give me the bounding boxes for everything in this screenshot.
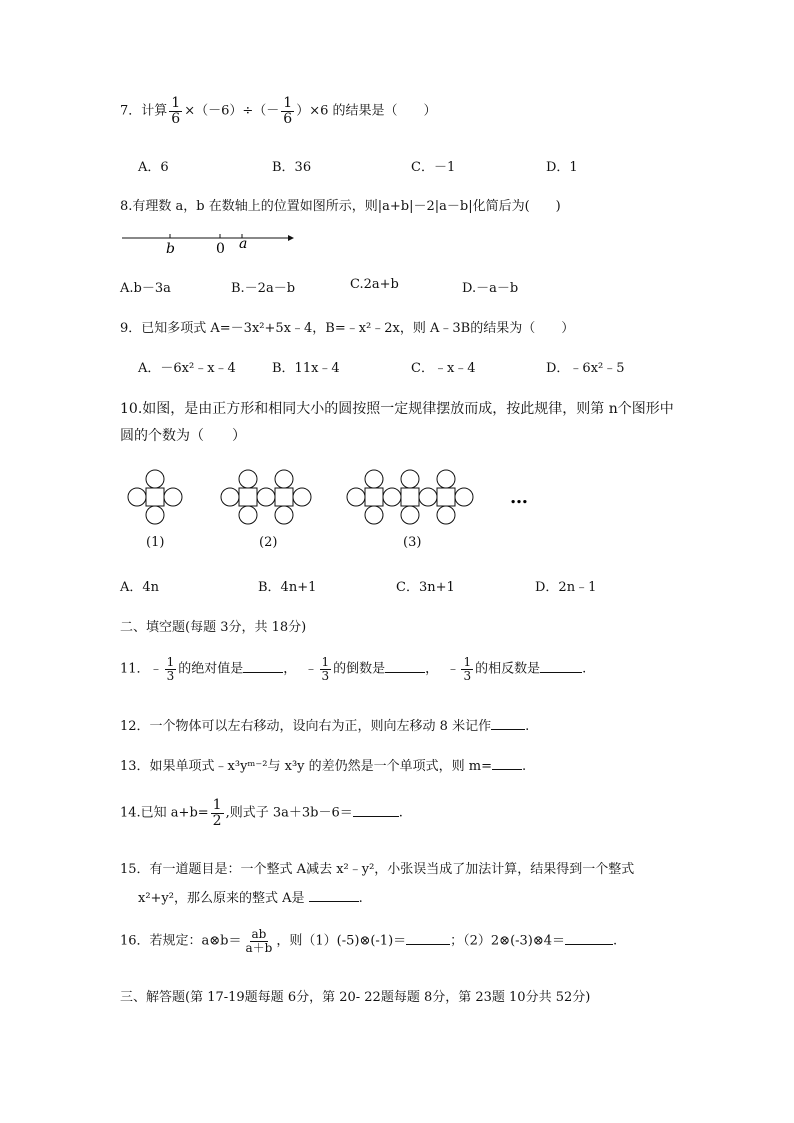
label-zero: 0 [216, 241, 225, 256]
q10-figures [118, 462, 538, 532]
figure-1-caption: (1) [146, 535, 165, 550]
figure-ellipsis: … [510, 487, 528, 508]
figure-1-circle [164, 488, 182, 506]
q7-suffix: ）×6 的结果是（ ） [296, 103, 437, 119]
figure-1-circle [146, 506, 164, 524]
q11-fraction-3: $\frac{1}{3}$ [463, 655, 472, 683]
q14-fraction: $\frac{1}{2}$ [212, 797, 222, 829]
label-a: a [239, 236, 248, 252]
figure-2-circle [275, 470, 293, 488]
q13-stem: 13．如果单项式﹣x³yᵐ⁻²与 x³y 的差仍然是一个单项式，则 m= . [120, 759, 527, 774]
q11-blank-1[interactable] [243, 660, 283, 673]
q16-stem: 16．若规定：a⊗b＝ $\frac{ab}{a+b}$ ，则（1）(-5)⊗(-1)＝ ；（2）2⊗(-3)⊗4＝ . [120, 927, 618, 955]
q15-stem-line2: x²+y²，那么原来的整式 A是 . [138, 891, 363, 906]
q9-option-b: B．11x﹣4 [272, 361, 340, 376]
figure-3-circle [401, 470, 419, 488]
q14-blank[interactable] [353, 804, 399, 817]
figure-3-circle [365, 506, 383, 524]
q10-option-a: A．4n [120, 580, 160, 595]
q10-stem-line1: 10.如图，是由正方形和相同大小的圆按照一定规律摆放而成，按此规律，则第 n个图形中 [120, 401, 674, 417]
q7-prefix: 计算 [141, 103, 168, 119]
section-2-title: 二、填空题(每题 3分，共 18分) [120, 620, 307, 635]
q7-option-d: D．1 [546, 160, 578, 175]
figure-2-circle [257, 488, 275, 506]
figure-2-circle [221, 488, 239, 506]
q12-stem: 12．一个物体可以左右移动，设向右为正，则向左移动 8 米记作 . [120, 719, 530, 734]
q11-stem: 11．﹣ $\frac{1}{3}$ 的绝对值是 ， ﹣ $\frac{1}{3}$ 的倒数是 ， ﹣ $\frac{1}{3}$ 的相反数是 . [120, 655, 587, 683]
q10-stem-line2: 圆的个数为（ ） [120, 428, 246, 444]
q7-option-c: C．－1 [411, 160, 456, 175]
figure-2-caption: (2) [259, 535, 278, 550]
q7-option-b: B．36 [272, 160, 312, 175]
figure-1 [128, 470, 182, 524]
figure-3-circle [347, 488, 365, 506]
label-b: b [166, 241, 175, 256]
q11-fraction-1: $\frac{1}{3}$ [166, 655, 175, 683]
q8-option-a: A.b－3a [120, 281, 171, 296]
figure-2-square [239, 488, 257, 506]
figure-2-circle [275, 506, 293, 524]
q15-stem-line1: 15．有一道题目是：一个整式 A减去 x²﹣y²，小张误当成了加法计算，结果得到一个整式 [120, 862, 635, 877]
q8-option-d: D.－a－b [462, 281, 519, 296]
q8-option-b: B.－2a－b [231, 281, 296, 296]
q7-option-a: A．6 [138, 160, 169, 175]
figure-2-circle [293, 488, 311, 506]
q8-number-line [118, 226, 298, 256]
q10-option-c: C．3n+1 [396, 580, 455, 595]
figure-3-circle [419, 488, 437, 506]
figure-2-circle [239, 506, 257, 524]
q12-blank[interactable] [491, 717, 525, 730]
figure-3-circle [437, 506, 455, 524]
q13-blank[interactable] [492, 757, 522, 770]
q7-number: 7． [120, 103, 142, 119]
q9-option-c: C．﹣x﹣4 [411, 361, 476, 376]
q7-fraction-1: $\frac{1}{6}$ [171, 95, 181, 127]
q7-middle: ×（－6）÷（－ [184, 103, 280, 119]
q16-fraction: $\frac{ab}{a+b}$ [245, 927, 273, 955]
q11-blank-2[interactable] [385, 660, 425, 673]
q15-blank[interactable] [309, 889, 359, 902]
q16-blank-1[interactable] [406, 932, 450, 945]
figure-1-circle [146, 470, 164, 488]
figure-2-circle [239, 470, 257, 488]
q14-stem: 14.已知 a+b= $\frac{1}{2}$ ,则式子 3a＋3b－6＝ . [120, 797, 403, 829]
q7-fraction-2: $\frac{1}{6}$ [283, 95, 293, 127]
q10-option-d: D．2n﹣1 [535, 580, 597, 595]
figure-3-square [437, 488, 455, 506]
figure-3-circle [365, 470, 383, 488]
q7-stem [120, 96, 437, 126]
q8-option-c: C.2a+b [350, 277, 399, 292]
figure-3-circle [455, 488, 473, 506]
figure-3-circle [437, 470, 455, 488]
axis-arrow-icon [288, 235, 294, 241]
figure-1-square [146, 488, 164, 506]
q11-number: 11． [120, 661, 150, 677]
figure-2 [221, 470, 311, 524]
q10-option-b: B．4n+1 [258, 580, 317, 595]
figure-1-circle [128, 488, 146, 506]
q9-option-d: D．﹣6x²﹣5 [546, 361, 625, 376]
figure-3-circle [383, 488, 401, 506]
q16-blank-2[interactable] [565, 932, 613, 945]
figure-3-square [365, 488, 383, 506]
q11-fraction-2: $\frac{1}{3}$ [321, 655, 330, 683]
q8-stem: 8.有理数 a，b 在数轴上的位置如图所示，则|a+b|－2|a－b|化简后为( ) [120, 199, 561, 214]
figure-3-caption: (3) [403, 535, 422, 550]
section-3-title: 三、解答题(第 17-19题每题 6分，第 20- 22题每题 8分，第 23题 10分共 52分) [120, 990, 591, 1005]
figure-3-square [401, 488, 419, 506]
q9-option-a: A．－6x²﹣x﹣4 [138, 361, 236, 376]
figure-2-square [275, 488, 293, 506]
figure-3-circle [401, 506, 419, 524]
q9-stem: 9．已知多项式 A=－3x²+5x﹣4，B=﹣x²﹣2x，则 A﹣3B的结果为（ ） [120, 321, 575, 336]
q11-blank-3[interactable] [540, 660, 582, 673]
figure-3 [347, 470, 473, 524]
